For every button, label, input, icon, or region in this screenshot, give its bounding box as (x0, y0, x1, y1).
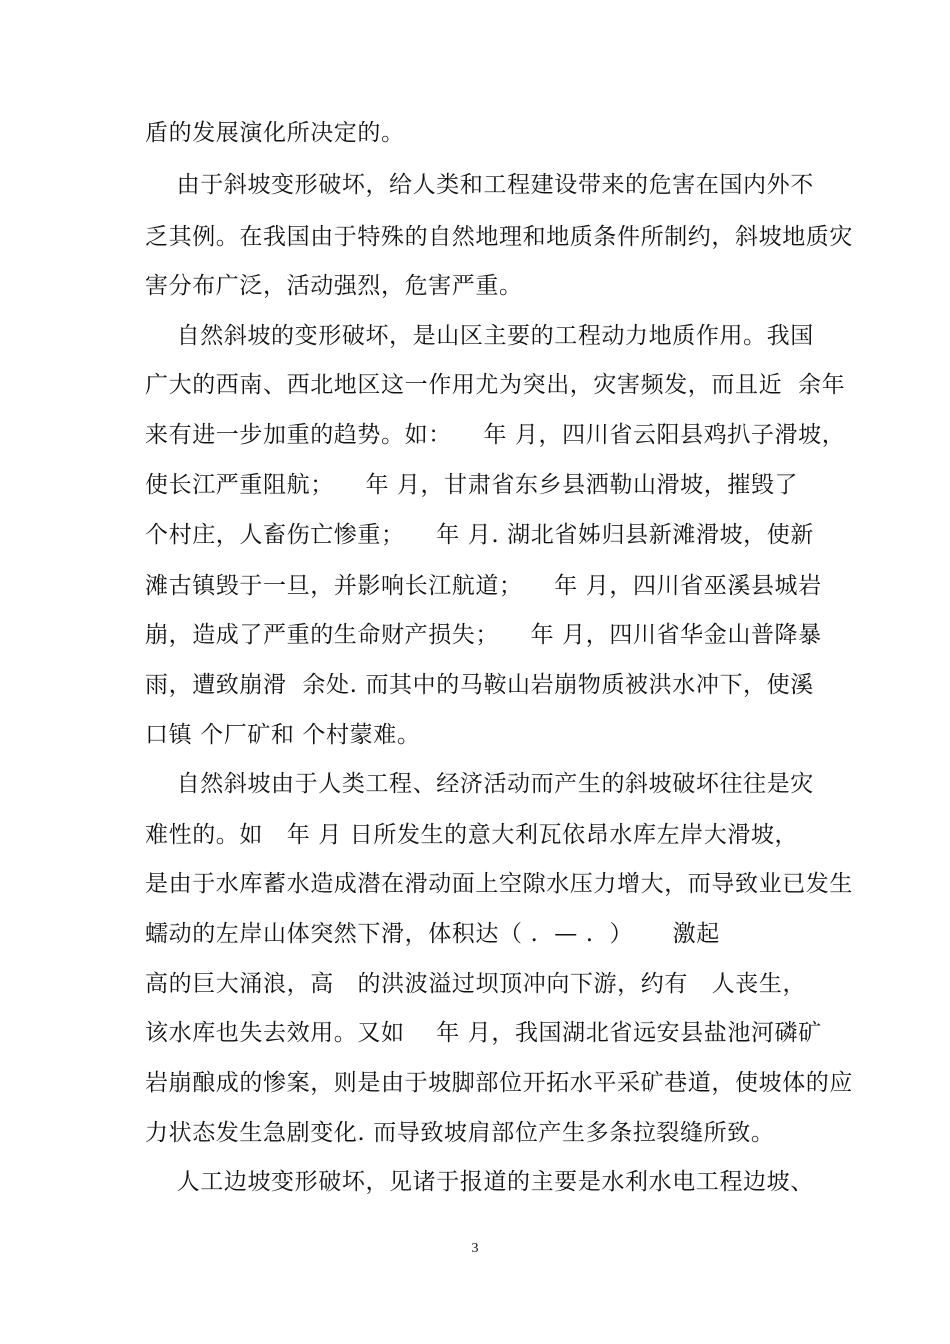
text-line: 是由于水库蓄水造成潜在滑动面上空隙水压力增大，而导致业已发生 (145, 871, 853, 897)
text-line: 使长江严重阻航； 年 月，甘肃省东乡县洒勒山滑坡，摧毁了 (145, 472, 799, 498)
text-line: 由于斜坡变形破坏，给人类和工程建设带来的危害在国内外不 (145, 172, 814, 198)
text-line: 害分布广泛，活动强烈，危害严重。 (145, 273, 523, 299)
text-line: 力状态发生急剧变化. 而导致坡肩部位产生多条拉裂缝所致。 (145, 1120, 775, 1146)
page-number: 3 (471, 1241, 479, 1256)
text-line: 蠕动的左岸山体突然下滑，体积达（ . — . ） 激起 (145, 921, 720, 947)
text-line: 自然斜坡由于人类工程、经济活动而产生的斜坡破坏往往是灾 (145, 771, 814, 797)
text-line: 盾的发展演化所决定的。 (145, 120, 405, 146)
text-line: 口镇 个厂矿和 个村蒙难。 (145, 722, 421, 748)
text-line: 广大的西南、西北地区这一作用尤为突出，灾害频发，而且近 余年 (145, 372, 846, 398)
text-line: 个村庄，人畜伤亡惨重； 年 月. 湖北省姊归县新滩滑坡，使新 (145, 522, 814, 548)
text-line: 岩崩酿成的惨案，则是由于坡脚部位开拓水平采矿巷道，使坡体的应 (145, 1070, 853, 1096)
text-line: 高的巨大涌浪，高 的洪波溢过坝顶冲向下游，约有 人丧生， (145, 971, 807, 997)
text-line: 该水库也失去效用。又如 年 月，我国湖北省远安县盐池河磷矿 (145, 1020, 822, 1046)
text-line: 乏其例。在我国由于特殊的自然地理和地质条件所制约，斜坡地质灾 (145, 224, 853, 250)
text-line: 滩古镇毁于一旦，并影响长江航道； 年 月，四川省巫溪县城岩 (145, 573, 822, 599)
text-line: 人工边坡变形破坏，见诸于报道的主要是水利水电工程边坡、 (145, 1169, 814, 1195)
text-line: 来有进一步加重的趋势。如： 年 月，四川省云阳县鸡扒子滑坡， (145, 422, 846, 448)
text-line: 自然斜坡的变形破坏，是山区主要的工程动力地质作用。我国 (145, 323, 814, 349)
text-line: 难性的。如 年 月 日所发生的意大利瓦依昂水库左岸大滑坡， (145, 822, 799, 848)
text-line: 雨，遭致崩滑 余处. 而其中的马鞍山岩崩物质被洪水冲下，使溪 (145, 672, 814, 698)
text-line: 崩，造成了严重的生命财产损失； 年 月，四川省华金山普降暴 (145, 622, 822, 648)
